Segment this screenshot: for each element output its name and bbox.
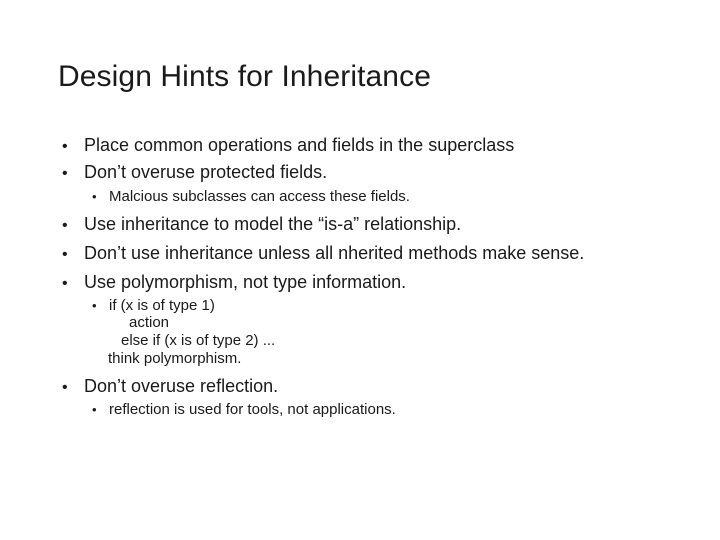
sub-bullet-text: Malcious subclasses can access these fields. [109,188,410,205]
bullet-icon: • [62,246,68,263]
bullet-icon: • [92,189,97,204]
code-line: else if (x is of type 2) ... [121,332,276,349]
bullet-item [62,162,327,183]
bullet-icon: • [62,217,68,234]
bullet-text: Don’t overuse reflection. [84,376,279,396]
bullet-icon: • [62,275,68,292]
slide-title: Design Hints for Inheritance [58,60,431,93]
sub-bullet-item [92,401,396,418]
bullet-text: Use polymorphism, not type information. [84,272,407,292]
bullet-icon: • [92,402,97,417]
bullet-text: Don’t use inheritance unless all nherited methods make sense. [84,243,585,263]
bullet-item [62,376,278,397]
sub-bullet-item [92,188,410,205]
bullet-item [62,243,584,264]
bullet-text: Place common operations and fields in the superclass [84,135,515,155]
sub-bullet-item [92,297,215,314]
bullet-text: Don’t overuse protected fields. [84,162,328,182]
bullet-item [62,214,461,235]
bullet-icon: • [62,165,68,182]
bullet-item [62,135,514,156]
sub-bullet-text: reflection is used for tools, not applications. [109,401,396,418]
bullet-icon: • [62,138,68,155]
code-line: think polymorphism. [108,350,242,367]
sub-bullet-text: if (x is of type 1) [109,297,215,314]
bullet-icon: • [92,298,97,313]
bullet-item [62,272,406,293]
bullet-icon: • [62,379,68,396]
bullet-text: Use inheritance to model the “is-a” relationship. [84,214,462,234]
code-line: action [129,314,170,331]
